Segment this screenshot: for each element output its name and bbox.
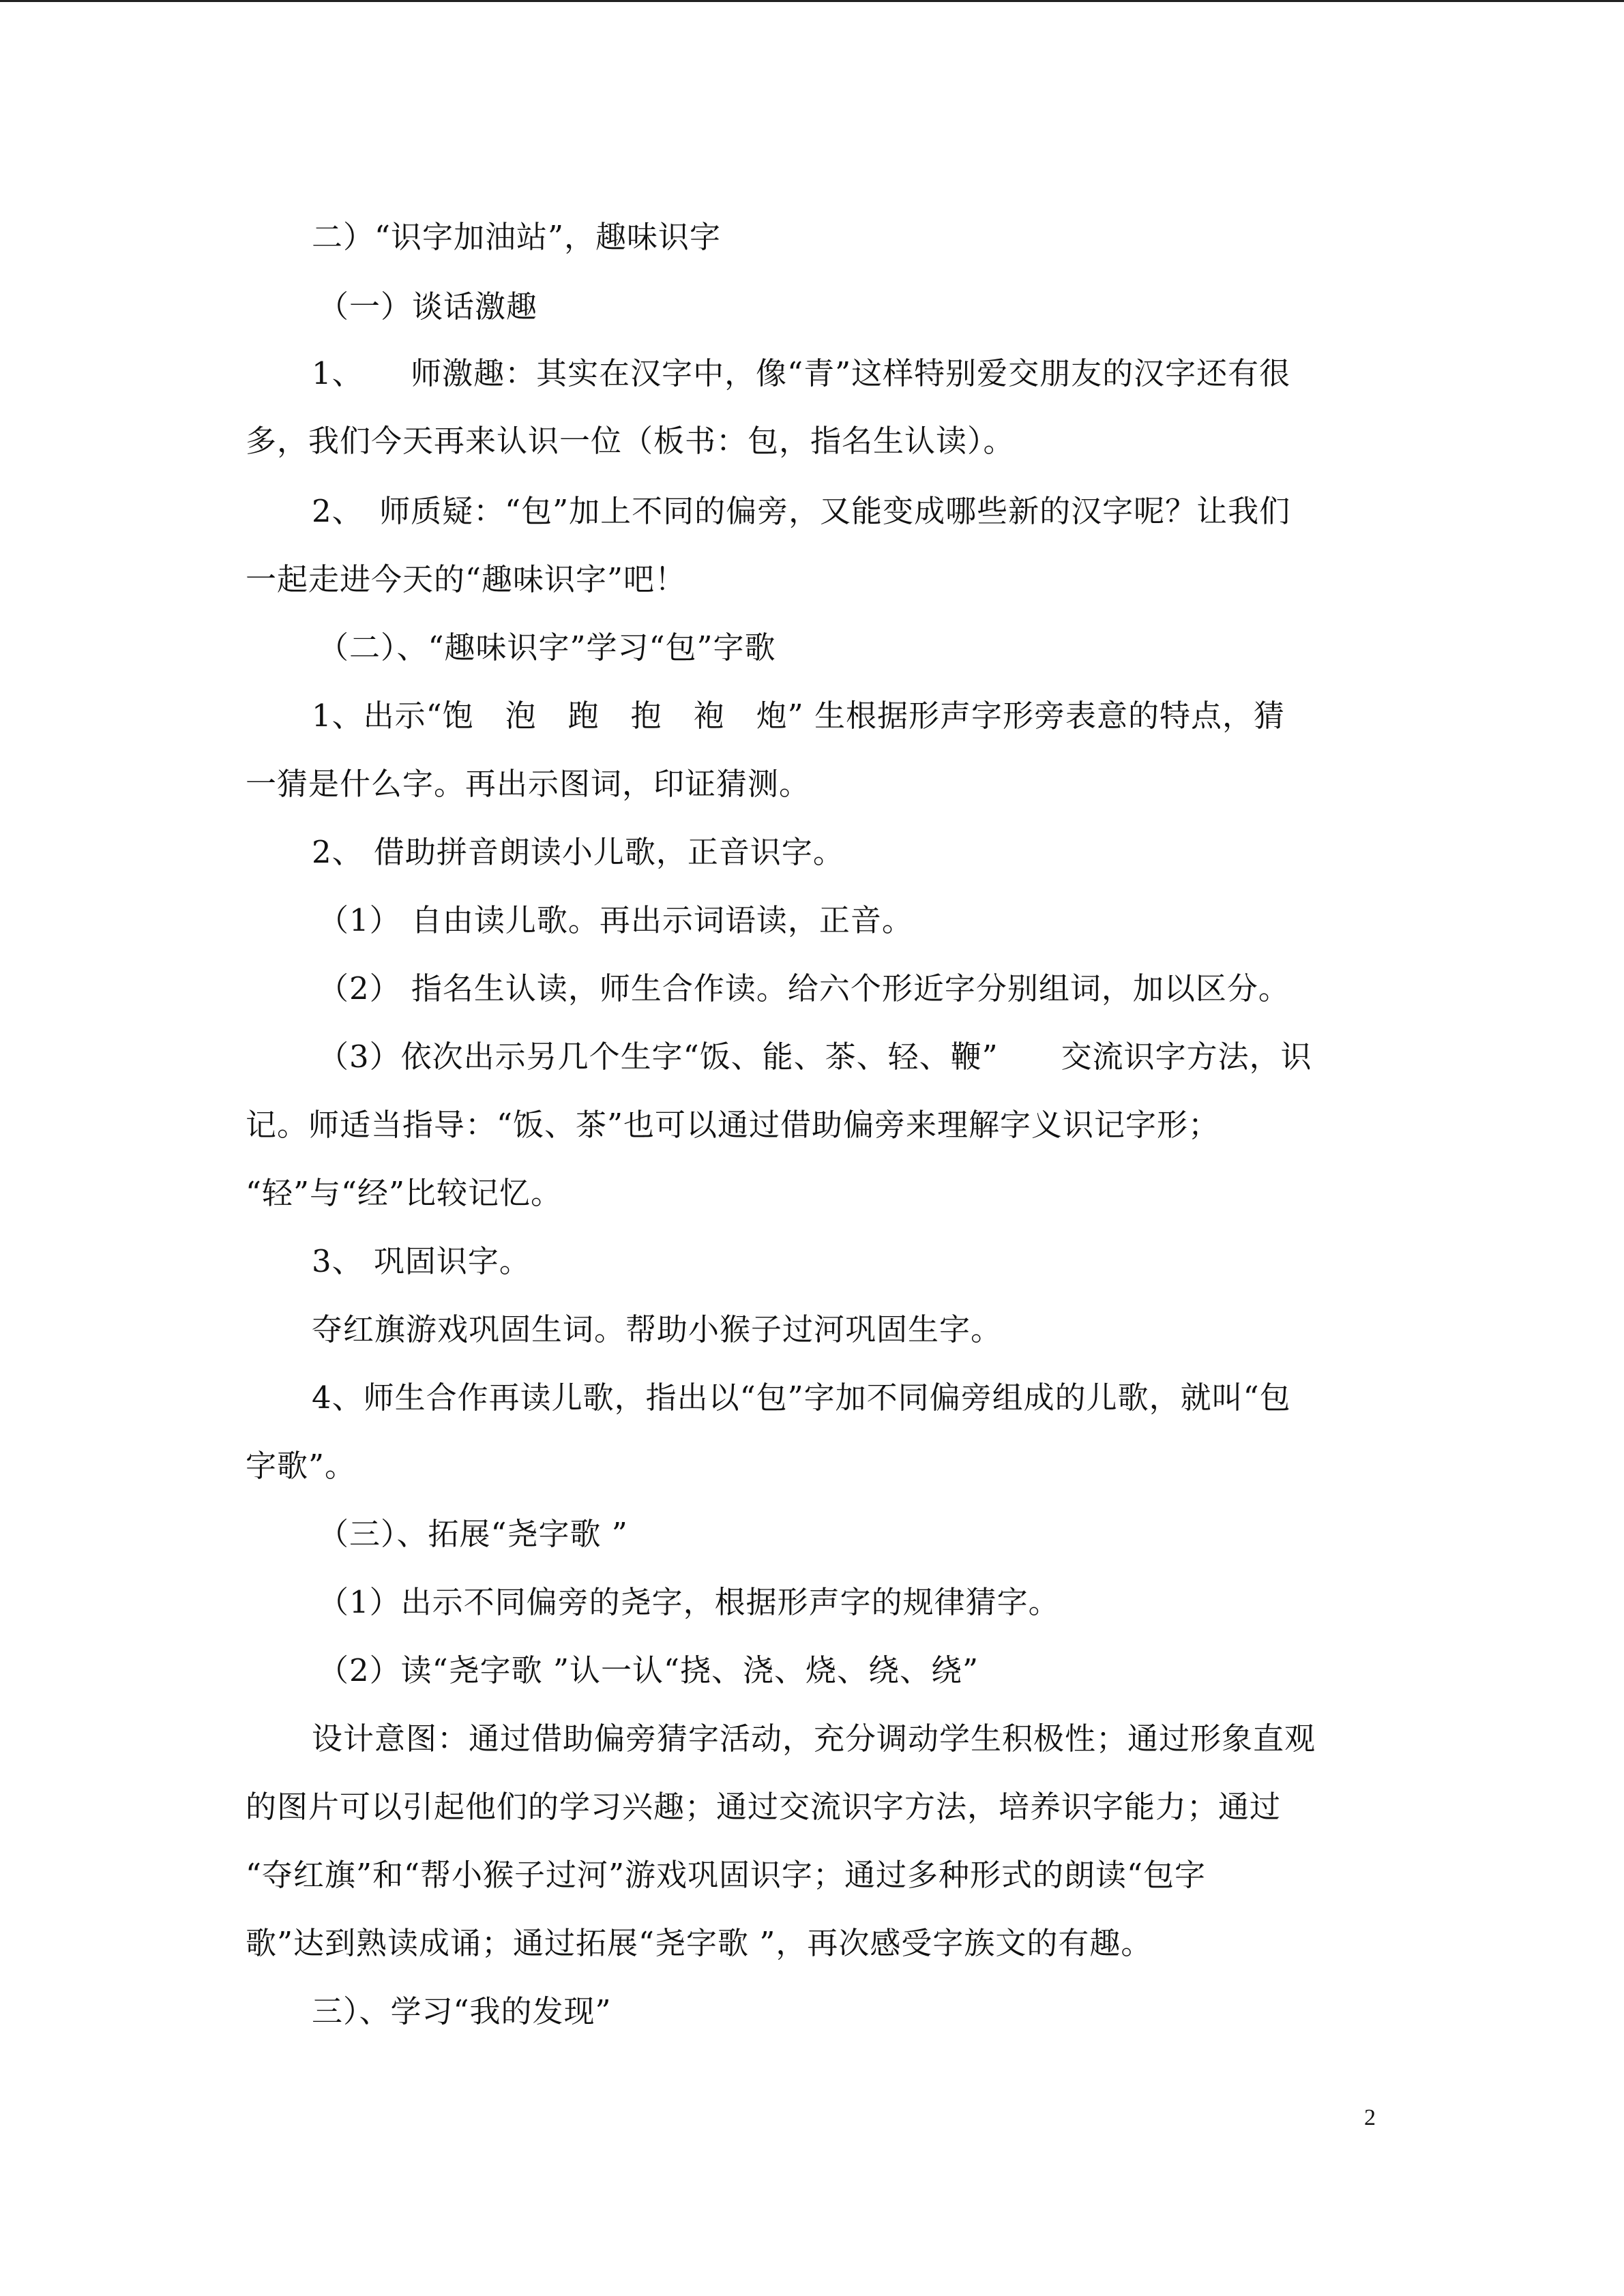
- paragraph-line: 一起走进今天的“趣味识字”吧！: [246, 561, 687, 597]
- paragraph-line: （1） 自由读儿歌。再出示词语读，正音。: [318, 902, 913, 938]
- subsection-heading: （二）、“趣味识字”学习“包”字歌: [318, 629, 776, 666]
- paragraph-line: 1、 师激趣：其实在汉字中，像“青”这样特别爱交朋友的汉字还有很: [312, 355, 1291, 391]
- paragraph-line: 夺红旗游戏巩固生词。帮助小猴子过河巩固生字。: [312, 1311, 1003, 1347]
- paragraph-line: 设计意图：通过借助偏旁猜字活动，充分调动学生积极性；通过形象直观: [312, 1720, 1316, 1757]
- paragraph-line: 3、 巩固识字。: [312, 1243, 531, 1279]
- paragraph-line: 1、出示“饱 泡 跑 抱 袍 炮” 生根据形声字形旁表意的特点，猜: [312, 698, 1285, 734]
- paragraph-line: （3）依次出示另几个生字“饭、能、茶、轻、鞭” 交流识字方法，识: [318, 1039, 1312, 1075]
- page-number: 2: [1364, 2105, 1376, 2130]
- paragraph-line: “夺红旗”和“帮小猴子过河”游戏巩固识字；通过多种形式的朗读“包字: [246, 1857, 1207, 1893]
- paragraph-line: 一猜是什么字。再出示图词，印证猜测。: [246, 766, 811, 802]
- page-top-border: [0, 0, 1624, 2]
- paragraph-line: （1）出示不同偏旁的尧字，根据形声字的规律猜字。: [318, 1584, 1060, 1620]
- section-heading: 三）、学习“我的发现”: [312, 1993, 612, 2029]
- paragraph-line: 2、 师质疑：“包”加上不同的偏旁，又能变成哪些新的汉字呢？让我们: [312, 493, 1291, 529]
- paragraph-line: “轻”与“经”比较记忆。: [246, 1175, 563, 1211]
- paragraph-line: 的图片可以引起他们的学习兴趣；通过交流识字方法，培养识字能力；通过: [246, 1789, 1282, 1825]
- paragraph-line: 字歌”。: [246, 1448, 357, 1484]
- paragraph-line: （2）读“尧字歌 ”认一认“挠、浇、烧、绕、绕”: [318, 1652, 979, 1688]
- paragraph-line: 2、 借助拼音朗读小儿歌，正音识字。: [312, 834, 844, 870]
- subsection-heading: （三）、拓展“尧字歌 ”: [318, 1516, 628, 1552]
- section-heading: 二）“识字加油站”，趣味识字: [312, 219, 722, 255]
- paragraph-line: 记。师适当指导：“饭、茶”也可以通过借助偏旁来理解字义识记字形；: [246, 1107, 1220, 1143]
- paragraph-line: 多，我们今天再来认识一位（板书：包，指名生认读）。: [246, 423, 1015, 459]
- subsection-heading: （一）谈话激趣: [318, 288, 538, 325]
- paragraph-line: 歌”达到熟读成诵；通过拓展“尧字歌 ”，再次感受字族文的有趣。: [246, 1925, 1153, 1961]
- paragraph-line: 4、师生合作再读儿歌，指出以“包”字加不同偏旁组成的儿歌，就叫“包: [312, 1380, 1291, 1416]
- paragraph-line: （2） 指名生认读，师生合作读。给六个形近字分别组词，加以区分。: [318, 970, 1290, 1007]
